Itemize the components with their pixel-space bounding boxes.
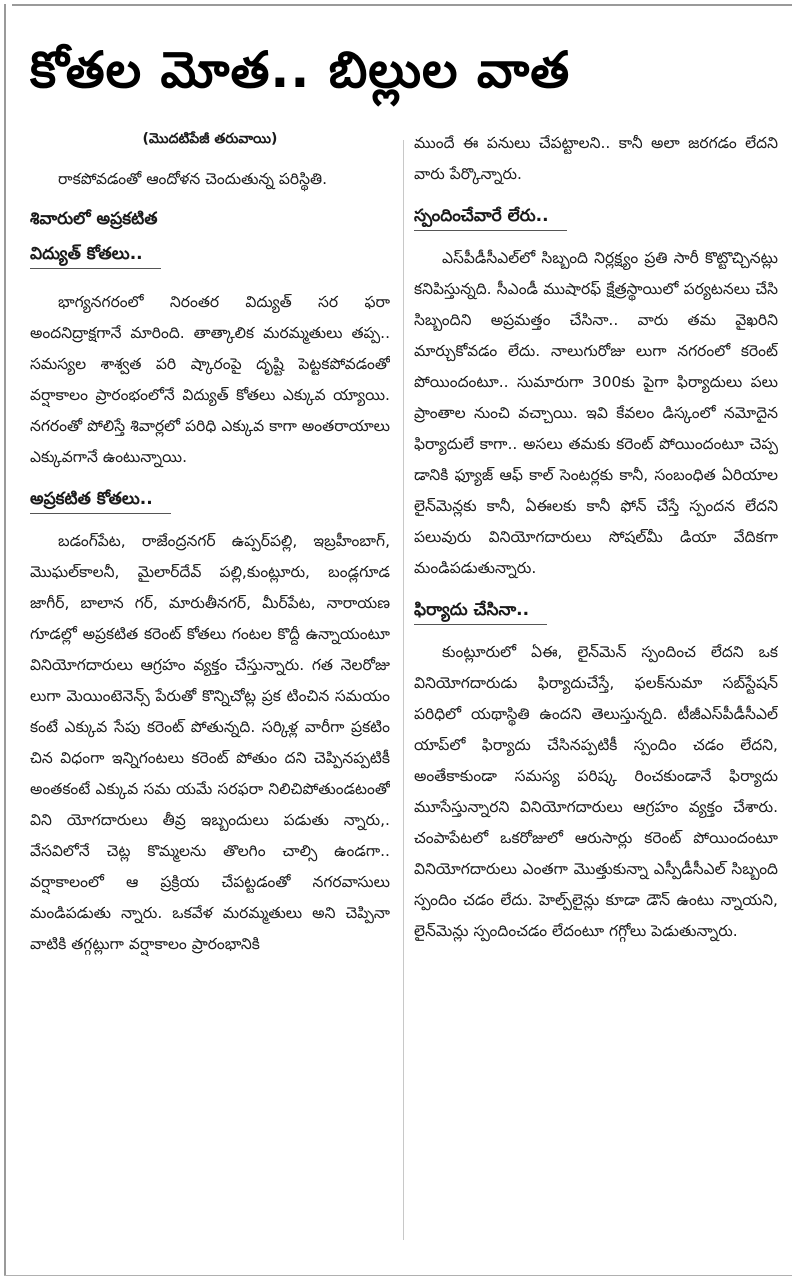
section-heading-line-1: శివారులో అప్రకటిత xyxy=(30,209,158,229)
column-divider xyxy=(403,140,404,1240)
complaint-paragraph: కుంట్లూరులో ఏఈ, లైన్‌మెన్ స్పందించ లేదని ఒక వినియోగదారుడు ఫిర్యాదుచేస్తే, ఫలక్‌నుమా సబ్‌స్టేషన్ పరిధిలో యథాస్థితి ఉందని తెలుస్తున్నది. టీజీఎస్‌పీడీసీఎల్ యాప్‌లో ఫిర్యాదు చేసినప్పటికీ స్పందిం చడం లేదని, అంతేకాకుండా సమస్య పరిష్క రించకుండానే ఫిర్యాదు మూసేస్తున్నారని వినియోగదారులు ఆగ్రహం వ్యక్తం చేశారు. చంపాపేటలో ఒకరోజులో ఆరుసార్లు కరెంట్ పోయిందంటూ వినియోగదారులు ఎంతగా మొత్తుకున్నా ఎస్పీడీసీఎల్ సిబ్బంది స్పందిం చడం లేదు. హెల్ప్‌లైన్లు కూడా డౌన్ ఉంటు న్నాయని, లైన్‌మెన్లు స్పందించడం లేదంటూ గగ్గోలు పెడుతున్నారు. xyxy=(414,643,778,940)
article-headline: కోతల మోత.. బిల్లుల వాత xyxy=(30,41,571,99)
no-response-paragraph: ఎస్‌పీడీసీఎల్‌లో సిబ్బంది నిర్లక్ష్యం ప్రతి సారీ కొట్టొచ్చినట్లు కనిపిస్తున్నది. సీఎండీ ముషారఫ్ క్షేత్రస్థాయిలో పర్యటనలు చేసి సిబ్బందిని అప్రమత్తం చేసినా.. వారు తమ వైఖరిని మార్చుకోవడం లేదు. నాలుగురోజు లుగా నగరంలో కరెంట్ పోయిందంటూ.. సుమారుగా 300కు పైగా ఫిర్యాదులు పలు ప్రాంతాల నుంచి వచ్చాయి. ఇవి కేవలం డిస్కంలో నమోదైన ఫిర్యాదులే కాగా.. అసలు తమకు కరెంట్ పోయిందంటూ చెప్ప డానికి ఫ్యూజ్ ఆఫ్ కాల్ సెంటర్లకు కానీ, సంబంధిత ఏరియాల లైన్‌మెన్లకు కానీ, ఏఈలకు కానీ ఫోన్ చేస్తే స్పందన లేదని పలువురు వినియోగదారులు సోషల్‌మీ డియా వేదికగా మండిపడుతున్నారు. xyxy=(414,249,778,577)
section-heading-outskirts xyxy=(30,205,390,275)
unannounced-cuts-paragraph: బడంగ్‌పేట, రాజేంద్రనగర్ ఉప్పర్‌పల్లి, ఇబ్రహీంబాగ్, మొఘల్‌కాలనీ, మైలార్‌దేవ్ పల్లి,కుంట్లూరు, బండ్లగూడ జాగీర్, బాలాన గర్, మారుతీనగర్, మీర్‌పేట, నారాయణ గూడల్లో అప్రకటిత కరెంట్ కోతలు గంటల కొద్దీ ఉన్నాయంటూ వినియోగదారులు ఆగ్రహం వ్యక్తం చేస్తున్నారు. గత నెలరోజు లుగా మెయింటెనెన్స్ పేరుతో కొన్నిచోట్ల ప్రక టించిన సమయం కంటే ఎక్కువ సేపు కరెంట్ పోతున్నది. సర్కిళ్ల వారీగా ప్రకటిం చిన విధంగా ఇన్నిగంటలు కరెంట్ పోతుం దని చెప్పినప్పటికీ అంతకంటే ఎక్కువ సమ యమే సరఫరా నిలిచిపోతుండటంతో విని యోగదారులు తీవ్ర ఇబ్బందులు పడుతు న్నారు,. వేసవిలోనే చెట్ల కొమ్మలను తొలగిం చాల్సి ఉండగా.. వర్షాకాలంలో ఆ ప్రక్రియ చేపట్టడంతో నగరవాసులు మండిపడుతు న్నారు. ఒకవేళ మరమ్మతులు అని చెప్పినా వాటికి తగ్గట్లుగా వర్షాకాలం ప్రారంభానికి xyxy=(30,532,390,953)
right-intro-paragraph: ముందే ఈ పనులు చేపట్టాలని.. కానీ అలా జరగడం లేదని వారు పేర్కొన్నారు. xyxy=(414,134,778,183)
top-border xyxy=(12,4,792,6)
continuation-note: (మొదటిపేజీ తరువాయి) xyxy=(142,131,278,147)
outskirts-paragraph: భాగ్యనగరంలో నిరంతర విద్యుత్ సర ఫరా అందనిద్రాక్షగానే మారింది. తాత్కాలిక మరమ్మతులు తప్ప.. సమస్యల శాశ్వత పరి ష్కారంపై దృష్టి పెట్టకపోవడంతో వర్షాకాలం ప్రారంభంలోనే విద్యుత్ కోతలు ఎక్కువ య్యాయి. నగరంతో పోలిస్తే శివార్లలో పరిధి ఎక్కువ కాగా అంతరాయాలు ఎక్కువగానే ఉంటున్నాయి. xyxy=(30,293,390,466)
bottom-border xyxy=(4,1275,792,1276)
left-intro-paragraph: రాకపోవడంతో ఆందోళన చెందుతున్న పరిస్థితి. xyxy=(58,170,328,188)
section-heading-complaint: ఫిర్యాదు చేసినా.. xyxy=(414,596,547,625)
left-column xyxy=(30,128,390,1263)
section-heading-line-2: విద్యుత్ కోతలు.. xyxy=(30,240,161,269)
section-heading-no-response: స్పందించేవారే లేరు.. xyxy=(414,202,567,231)
right-column xyxy=(414,128,778,1263)
section-heading-unannounced-cuts: అప్రకటిత కోతలు.. xyxy=(30,485,171,514)
left-border xyxy=(4,4,6,1276)
